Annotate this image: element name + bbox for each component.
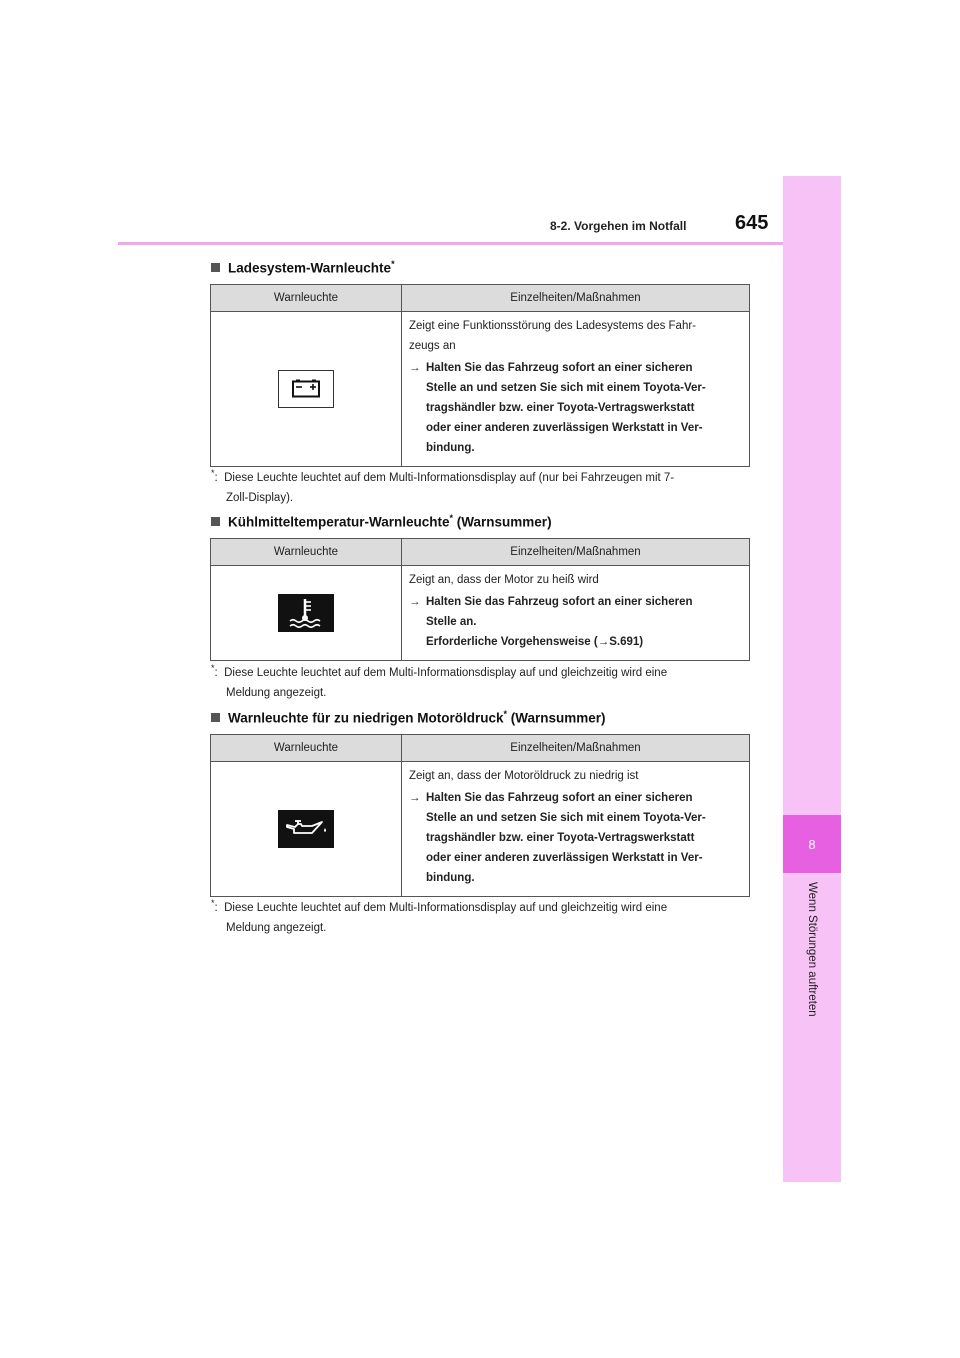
warning-table xyxy=(210,734,750,897)
coolant-temperature-icon xyxy=(278,594,334,632)
square-bullet-icon xyxy=(211,263,220,272)
action-instruction: → Halten Sie das Fahrzeug sofort an einer sicheren Stelle an und setzen Sie sich mit einem Toyota-Ver- tragshändler bzw. einer Toyota-Vertragswerkstatt oder einer anderen zuverlässigen Werkstatt in Ver- bindung. xyxy=(409,788,741,888)
chapter-number: 8 xyxy=(808,836,816,852)
square-bullet-icon xyxy=(211,517,220,526)
icon-cell xyxy=(211,566,402,661)
column-header: Warnleuchte xyxy=(211,539,402,566)
icon-cell xyxy=(211,762,402,897)
arrow-right-icon: → xyxy=(409,596,421,608)
section-heading: Kühlmitteltemperatur-Warnleuchte* (Warnsummer) xyxy=(211,513,552,530)
battery-icon xyxy=(278,370,334,408)
description-cell: Zeigt an, dass der Motoröldruck zu niedrig ist → Halten Sie das Fahrzeug sofort an einer sicheren Stelle an und setzen Sie sich mit einem Toyota-Ver- tragshändler bzw. einer Toyota-Vertragswerkstatt oder einer anderen zuverlässigen Werkstatt in Ver- bindung. xyxy=(402,762,750,897)
chapter-title: Wenn Störungen auftreten xyxy=(806,882,818,1017)
oil-pressure-icon xyxy=(278,810,334,848)
arrow-right-icon: → xyxy=(409,362,421,374)
warning-table xyxy=(210,284,750,467)
section-heading: Warnleuchte für zu niedrigen Motoröldruck* (Warnsummer) xyxy=(211,709,606,726)
column-header: Einzelheiten/Maßnahmen xyxy=(402,735,750,762)
square-bullet-icon xyxy=(211,713,220,722)
page-number: 645 xyxy=(735,212,769,234)
chapter-tab[interactable] xyxy=(783,815,841,873)
footnote: *: Diese Leuchte leuchtet auf dem Multi-Informationsdisplay auf und gleichzeitig wird eine Meldung angezeigt. xyxy=(211,663,668,699)
arrow-right-icon: → xyxy=(409,792,421,804)
icon-cell xyxy=(211,312,402,467)
header-divider xyxy=(118,242,783,245)
side-tab-title xyxy=(783,882,841,1052)
warning-table xyxy=(210,538,750,661)
footnote: *: Diese Leuchte leuchtet auf dem Multi-Informationsdisplay auf und gleichzeitig wird eine Meldung angezeigt. xyxy=(211,898,668,934)
section-heading: Ladesystem-Warnleuchte* xyxy=(211,259,395,276)
action-instruction: → Halten Sie das Fahrzeug sofort an einer sicheren Stelle an und setzen Sie sich mit einem Toyota-Ver- tragshändler bzw. einer Toyota-Vertragswerkstatt oder einer anderen zuverlässigen Werkstatt in Ver- bindung. xyxy=(409,358,741,458)
column-header: Einzelheiten/Maßnahmen xyxy=(402,285,750,312)
column-header: Warnleuchte xyxy=(211,735,402,762)
footnote: *: Diese Leuchte leuchtet auf dem Multi-Informationsdisplay auf (nur bei Fahrzeugen mit 7- Zoll-Display). xyxy=(211,468,675,504)
description-cell: Zeigt an, dass der Motor zu heiß wird → Halten Sie das Fahrzeug sofort an einer sicheren Stelle an. Erforderliche Vorgehensweise (→S.691) xyxy=(402,566,750,661)
header-section-title: 8-2. Vorgehen im Notfall xyxy=(550,219,687,233)
action-instruction: → Halten Sie das Fahrzeug sofort an einer sicheren Stelle an. Erforderliche Vorgehensweise (→S.691) xyxy=(409,592,741,652)
column-header: Einzelheiten/Maßnahmen xyxy=(402,539,750,566)
column-header: Warnleuchte xyxy=(211,285,402,312)
description-cell: Zeigt eine Funktionsstörung des Ladesystems des Fahr- zeugs an → Halten Sie das Fahrzeug sofort an einer sicheren Stelle an und setzen Sie sich mit einem Toyota-Ver- tragshändler bzw. einer Toyota-Vertragswerkstatt oder einer anderen zuverlässigen Werkstatt in Ver- bindung. xyxy=(402,312,750,467)
